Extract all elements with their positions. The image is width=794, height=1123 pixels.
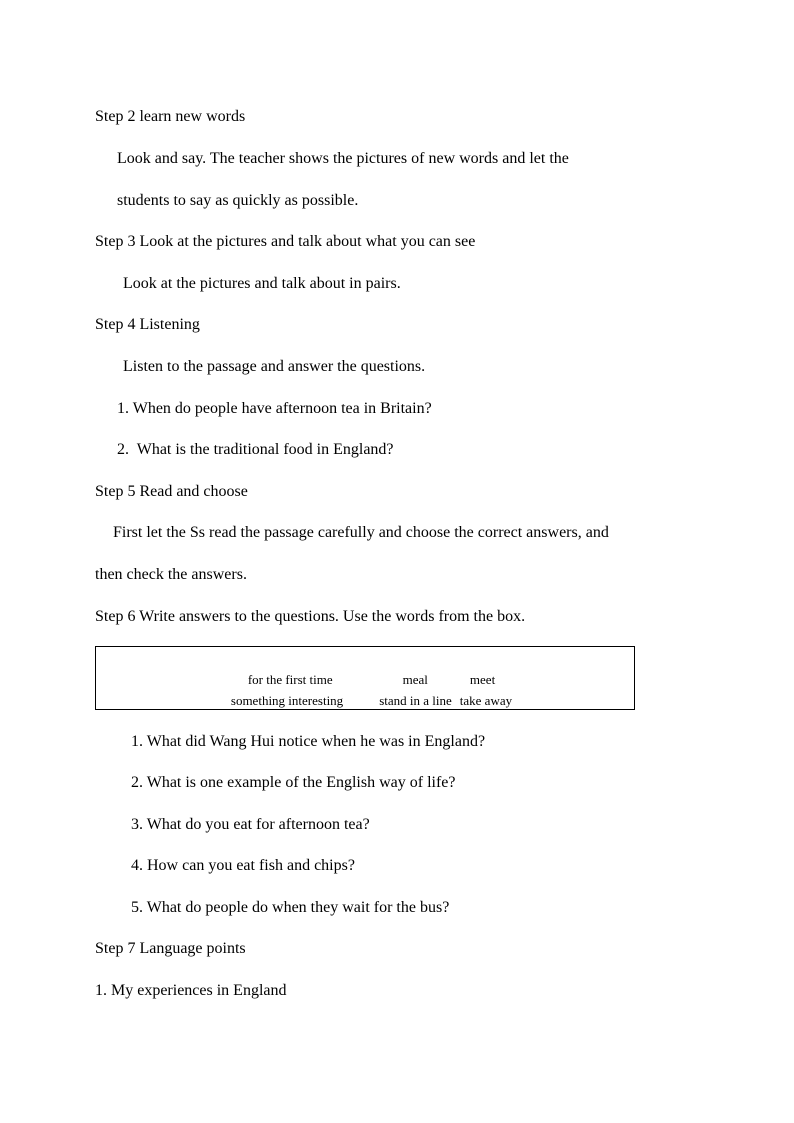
step5-text-line2: then check the answers.	[95, 566, 247, 583]
step6-question-1: 1. What did Wang Hui notice when he was in England?	[131, 733, 486, 750]
word-box-word: meal	[402, 672, 428, 687]
step2-text-line2: students to say as quickly as possible.	[117, 192, 359, 209]
step4-question-1: 1. When do people have afternoon tea in Britain?	[117, 400, 432, 417]
word-box-row-2	[96, 677, 634, 725]
word-box	[95, 646, 635, 710]
step7-heading: Step 7 Language points	[95, 940, 246, 957]
step3-heading: Step 3 Look at the pictures and talk about what you can see	[95, 233, 476, 250]
step4-heading: Step 4 Listening	[95, 316, 200, 333]
step7-item-1: 1. My experiences in England	[95, 982, 287, 999]
step6-heading: Step 6 Write answers to the questions. Use the words from the box.	[95, 608, 526, 625]
word-box-word: for the first time	[247, 672, 333, 687]
step2-text-line1: Look and say. The teacher shows the pictures of new words and let the	[117, 150, 569, 167]
step4-question-2: 2. What is the traditional food in England?	[117, 441, 394, 458]
word-box-word: stand in a line	[379, 693, 452, 708]
step6-question-2: 2. What is one example of the English way of life?	[131, 774, 456, 791]
step6-question-4: 4. How can you eat fish and chips?	[131, 857, 355, 874]
step2-heading: Step 2 learn new words	[95, 108, 246, 125]
step6-question-5: 5. What do people do when they wait for the bus?	[131, 899, 450, 916]
word-box-word: something interesting	[230, 693, 344, 708]
step5-heading: Step 5 Read and choose	[95, 483, 248, 500]
word-box-word: meet	[469, 672, 496, 687]
step3-text-line1: Look at the pictures and talk about in pairs.	[123, 275, 401, 292]
step6-question-3: 3. What do you eat for afternoon tea?	[131, 816, 370, 833]
step5-text-line1: First let the Ss read the passage carefully and choose the correct answers, and	[113, 524, 609, 541]
step4-text-line1: Listen to the passage and answer the questions.	[123, 358, 426, 375]
word-box-word: take away	[459, 693, 513, 708]
